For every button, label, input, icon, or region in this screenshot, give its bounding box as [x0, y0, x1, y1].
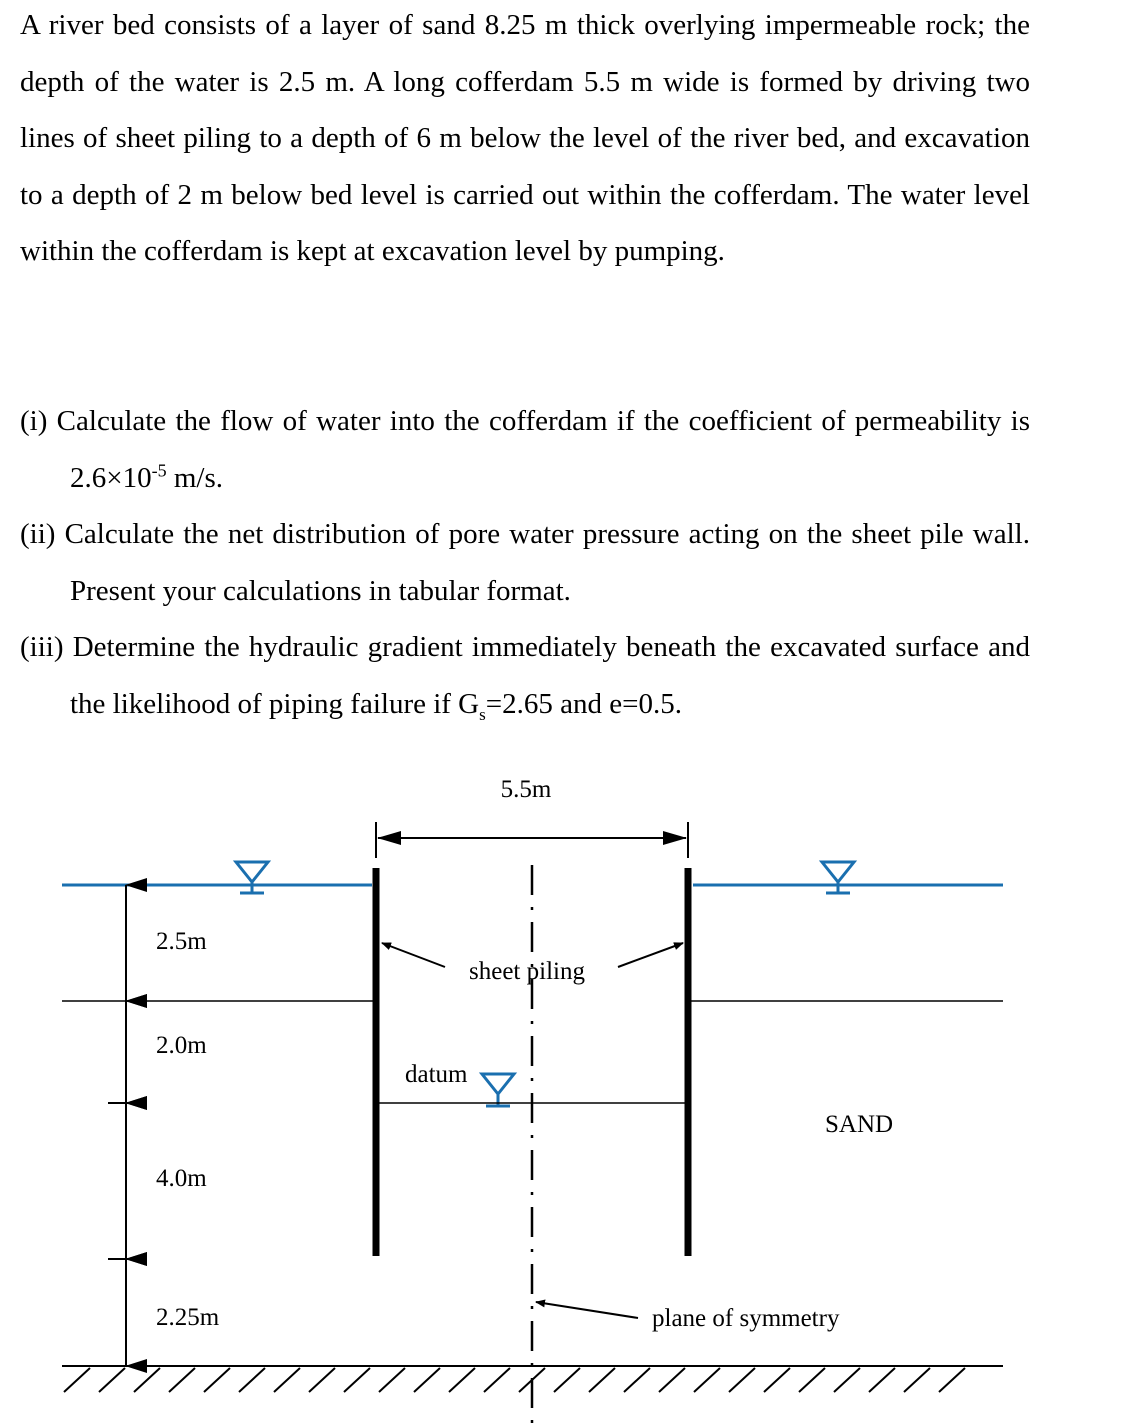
- hatch-line: [554, 1368, 580, 1392]
- hatch-line: [484, 1368, 510, 1392]
- depth-label-below-pile: 2.25m: [156, 1304, 220, 1331]
- datum-level-icon: [482, 1074, 514, 1106]
- depth-label-water: 2.5m: [156, 928, 207, 955]
- q1-suffix: m/s.: [166, 461, 224, 494]
- hatch-line: [169, 1368, 195, 1392]
- hatch-line: [274, 1368, 300, 1392]
- sheet-piling-arrow-right: [618, 943, 683, 967]
- depth-label-pile-embedment: 4.0m: [156, 1165, 207, 1192]
- intro-text: A river bed consists of a layer of sand 8.25 m thick overlying impermeable rock; the depth of the water is 2.5 m. A long cofferdam 5.5 m wide is formed by driving two lines of sheet piling to a depth of 6 m below the level of the river bed, and excavation to a depth of 2 m below bed level is carried out within the cofferdam. The water level within the cofferdam is kept at excavation level by pumping.: [20, 9, 1030, 267]
- hatch-line: [309, 1368, 335, 1392]
- symmetry-arrow: [536, 1302, 638, 1318]
- q3-subscript: s: [479, 704, 486, 724]
- hatch-line: [904, 1368, 930, 1392]
- hatch-line: [624, 1368, 650, 1392]
- hatch-line: [659, 1368, 685, 1392]
- depth-dimension-chain: [108, 885, 146, 1366]
- sheet-piling-label: sheet piling: [469, 958, 585, 985]
- hatch-line: [869, 1368, 895, 1392]
- hatch-line: [134, 1368, 160, 1392]
- hatch-line: [379, 1368, 405, 1392]
- q1-text: (i) Calculate the flow of water into the cofferdam if the coefficient of permeability is 2.6×10: [20, 405, 1030, 494]
- hatch-line: [204, 1368, 230, 1392]
- water-level-icon: [236, 862, 268, 893]
- hatch-line: [939, 1368, 965, 1392]
- hatch-line: [449, 1368, 475, 1392]
- hatch-line: [694, 1368, 720, 1392]
- hatch-line: [834, 1368, 860, 1392]
- width-label: 5.5m: [500, 776, 552, 803]
- hatch-line: [344, 1368, 370, 1392]
- width-dimension: [376, 776, 688, 858]
- sheet-piling-arrow-left: [382, 943, 445, 967]
- q3-suffix: =2.65 and e=0.5.: [485, 687, 682, 720]
- q1-exponent: -5: [151, 459, 167, 480]
- hatch-line: [764, 1368, 790, 1392]
- datum-label: datum: [405, 1061, 468, 1088]
- q2-text: (ii) Calculate the net distribution of pore water pressure acting on the sheet pile wall. Present your calculations in tabular format.: [20, 518, 1030, 607]
- hatch-line: [414, 1368, 440, 1392]
- hatch-line: [589, 1368, 615, 1392]
- hatch-line: [239, 1368, 265, 1392]
- sand-label: SAND: [825, 1111, 894, 1138]
- hatch-line: [99, 1368, 125, 1392]
- impermeable-rock-hatch: [64, 1368, 965, 1392]
- q3-text: (iii) Determine the hydraulic gradient immediately beneath the excavated surface and the likelihood of piping failure if G: [20, 631, 1030, 720]
- water-level-icon: [822, 862, 854, 893]
- hatch-line: [64, 1368, 90, 1392]
- hatch-line: [729, 1368, 755, 1392]
- symmetry-label: plane of symmetry: [652, 1305, 840, 1332]
- hatch-line: [799, 1368, 825, 1392]
- depth-label-excavation: 2.0m: [156, 1032, 207, 1059]
